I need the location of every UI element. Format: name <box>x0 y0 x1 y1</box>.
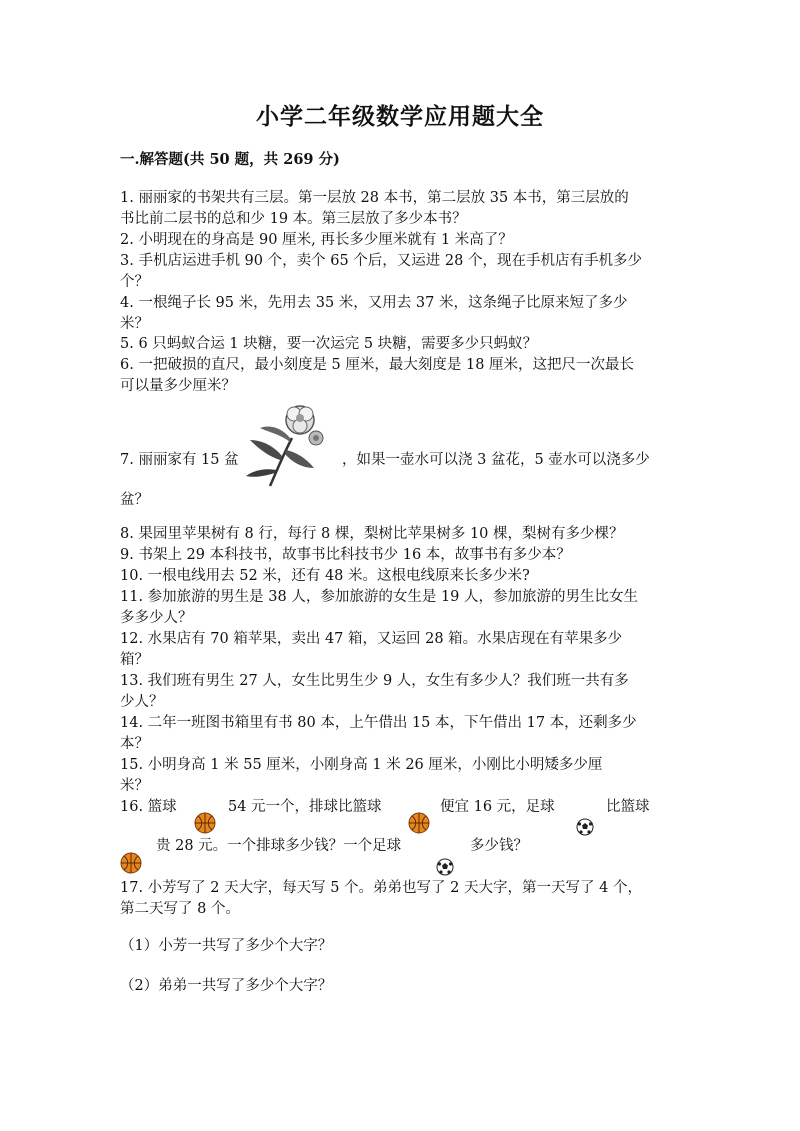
question-3 <box>120 251 690 293</box>
question-line: 可以量多少厘米？ <box>120 378 236 394</box>
question-11 <box>120 587 690 629</box>
question-line: 少人？ <box>120 694 164 710</box>
question-line: 第二天写了 8 个。 <box>120 901 240 917</box>
question-line: 本？ <box>120 736 149 752</box>
question-16-part-f: 多少钱？ <box>470 838 528 854</box>
question-line: 11. 参加旅游的男生是 38 人，参加旅游的女生是 19 人，参加旅游的男生比女生 <box>120 589 639 605</box>
basketball-icon <box>194 812 216 834</box>
question-line: 多多少人？ <box>120 610 193 626</box>
question-line: 9. 书架上 29 本科技书，故事书比科技书少 16 本，故事书有多少本？ <box>120 547 571 563</box>
flower-icon <box>240 398 328 490</box>
question-16-part-d: 比篮球 <box>606 799 650 815</box>
question-line: 1. 丽丽家的书架共有三层。第一层放 28 本书，第二层放 35 本书，第三层放的 <box>120 190 629 206</box>
question-line: 6. 一把破损的直尺，最小刻度是 5 厘米，最大刻度是 18 厘米，这把尺一次最长 <box>120 357 635 373</box>
question-17-sub-2: （2）弟弟一共写了多少个大字？ <box>120 978 333 994</box>
question-14 <box>120 713 690 755</box>
question-line: 米？ <box>120 778 149 794</box>
question-9 <box>120 545 690 566</box>
question-10 <box>120 566 690 587</box>
section-heading: 一.解答题(共 50 题，共 269 分) <box>120 151 340 168</box>
question-1 <box>120 188 690 230</box>
question-line: 8. 果园里苹果树有 8 行，每行 8 棵，梨树比苹果树多 10 棵，梨树有多少棵？ <box>120 526 624 542</box>
question-13 <box>120 671 690 713</box>
question-17-sub-1: （1）小芳一共写了多少个大字？ <box>120 938 333 954</box>
question-12 <box>120 629 690 671</box>
question-16-part-a: 16. 篮球 <box>120 799 177 815</box>
question-line: 3. 手机店运进手机 90 个，卖个 65 个后，又运进 28 个，现在手机店有手机多少 <box>120 253 642 269</box>
question-8 <box>120 524 690 545</box>
question-line: 2. 小明现在的身高是 90 厘米, 再长多少厘米就有 1 米高了？ <box>120 232 513 248</box>
question-6 <box>120 355 690 397</box>
basketball-icon <box>120 852 142 874</box>
question-line: 15. 小明身高 1 米 55 厘米，小刚身高 1 米 26 厘米，小刚比小明矮多少厘 <box>120 757 603 773</box>
question-line: 17. 小芳写了 2 天大字，每天写 5 个。弟弟也写了 2 天大字，第一天写了 4 个， <box>120 880 642 896</box>
question-line: 10. 一根电线用去 52 米，还有 48 米。这根电线原来长多少米? <box>120 568 530 584</box>
question-15 <box>120 755 690 797</box>
question-line: 书比前二层书的总和少 19 本。第三层放了多少本书？ <box>120 211 467 227</box>
question-7-part-b: ，如果一壶水可以浇 3 盆花，5 壶水可以浇多少 <box>342 452 650 468</box>
question-2 <box>120 230 690 251</box>
page-title: 小学二年级数学应用题大全 <box>256 103 544 130</box>
question-4 <box>120 293 690 335</box>
question-line: 14. 二年一班图书箱里有书 80 本，上午借出 15 本，下午借出 17 本，还剩多少 <box>120 715 637 731</box>
soccer-ball-icon <box>576 818 594 836</box>
question-line: 13. 我们班有男生 27 人，女生比男生少 9 人，女生有多少人？我们班一共有多 <box>120 673 629 689</box>
question-16-part-b: 54 元一个，排球比篮球 <box>228 799 382 815</box>
question-16-part-c: 便宜 16 元，足球 <box>440 799 555 815</box>
question-line: 箱？ <box>120 652 149 668</box>
question-7-part-a: 7. 丽丽家有 15 盆 <box>120 452 239 468</box>
question-16-part-e: 贵 28 元。一个排球多少钱？一个足球 <box>156 838 402 854</box>
question-line: 5. 6 只蚂蚁合运 1 块糖，要一次运完 5 块糖，需要多少只蚂蚁？ <box>120 336 538 352</box>
question-7-part-c: 盆？ <box>120 492 149 508</box>
question-5 <box>120 334 690 355</box>
soccer-ball-icon <box>436 858 454 876</box>
question-17 <box>120 878 690 920</box>
question-line: 个？ <box>120 274 149 290</box>
question-line: 12. 水果店有 70 箱苹果，卖出 47 箱，又运回 28 箱。水果店现在有苹果多少 <box>120 631 623 647</box>
basketball-icon <box>408 812 430 834</box>
question-line: 4. 一根绳子长 95 米，先用去 35 米，又用去 37 米，这条绳子比原来短了多少 <box>120 295 628 311</box>
question-line: 米？ <box>120 316 149 332</box>
